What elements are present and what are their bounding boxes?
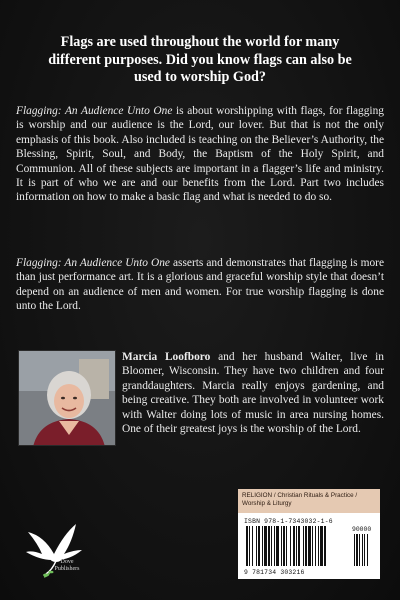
barcode-bar bbox=[268, 526, 270, 566]
bisac-category: RELIGION / Christian Rituals & Practice / Worship & Liturgy bbox=[238, 489, 380, 513]
barcode-bar bbox=[320, 526, 323, 566]
barcode-addon-bar bbox=[359, 534, 360, 566]
barcode-bar bbox=[312, 526, 313, 566]
barcode-bar bbox=[256, 526, 257, 566]
author-photo bbox=[18, 350, 116, 446]
headline-line: Flags are used throughout the world for many bbox=[60, 34, 340, 50]
publisher-sub-text: Publishers bbox=[54, 565, 80, 572]
paragraph-text: is about worshipping with flags, for flagging is worship and our audience is the Lord, our lover. But that is not the only emphasis of this book. Also included is teaching on the Believer’s Authority, the Blessing, Spirit, Soul, and Body, the Baptism of the Holy Spirit, and Communion. All of these subjects are important in a flagger’s life and ministry. It is part of who we are and our benefits from the Lord. Part two includes information on how to make a basic flag and what is needed to do so. bbox=[16, 105, 384, 204]
barcode-bar bbox=[324, 526, 326, 566]
headline-line: used to worship God? bbox=[133, 69, 267, 85]
barcode-bar bbox=[264, 526, 267, 566]
barcode-number: 9 781734 303216 bbox=[244, 569, 305, 576]
barcode-bar bbox=[271, 526, 272, 566]
barcode-bar bbox=[318, 526, 319, 566]
book-title: Flagging: An Audience Unto One bbox=[16, 105, 173, 117]
price-addon-text: 90000 bbox=[352, 526, 372, 533]
barcode-addon-bar bbox=[354, 534, 355, 566]
headline-line: different purposes. Did you know flags can also be bbox=[48, 51, 352, 68]
barcode-addon-bar bbox=[356, 534, 358, 566]
book-title: Flagging: An Audience Unto One bbox=[16, 257, 170, 269]
barcode-bar bbox=[305, 526, 307, 566]
barcode-bar bbox=[303, 526, 304, 566]
headline bbox=[30, 34, 370, 87]
barcode-bars bbox=[244, 526, 374, 568]
barcode-bar bbox=[274, 526, 275, 566]
barcode-bar bbox=[249, 526, 250, 566]
barcode-bar bbox=[286, 526, 287, 566]
publisher-name bbox=[52, 559, 82, 572]
description-paragraph-2 bbox=[16, 256, 384, 314]
barcode-bar bbox=[283, 526, 285, 566]
barcode-addon-bar bbox=[362, 534, 363, 566]
bio-text: and her husband Walter, live in Bloomer, Wisconsin. They have two children and four granddaughters. Marcia really enjoys gardening, and being creative. They both are involved in volunteer work with Walter doing lots of music in area nursing homes. One of their greatest joys is the worship of the Lord. bbox=[122, 351, 384, 436]
barcode-bar bbox=[276, 526, 279, 566]
barcode-bar bbox=[293, 526, 295, 566]
barcode-bar bbox=[315, 526, 316, 566]
publisher-logo bbox=[24, 514, 90, 584]
barcode-bar bbox=[258, 526, 260, 566]
publisher-name-text: Dove bbox=[60, 559, 74, 565]
barcode bbox=[238, 489, 380, 579]
barcode-bar bbox=[290, 526, 291, 566]
barcode-addon-bar bbox=[367, 534, 368, 566]
barcode-addon-bar bbox=[364, 534, 365, 566]
barcode-bar bbox=[252, 526, 253, 566]
isbn-text: ISBN 978-1-7343032-1-6 bbox=[244, 518, 333, 525]
author-bio bbox=[122, 350, 384, 436]
author-name: Marcia Loofboro bbox=[122, 351, 211, 363]
barcode-bar bbox=[296, 526, 297, 566]
barcode-bar bbox=[281, 526, 282, 566]
barcode-bar bbox=[262, 526, 263, 566]
barcode-bar bbox=[308, 526, 311, 566]
paragraph-text: asserts and demonstrates that flagging is more than just performance art. It is a glorious and graceful worship style that doesn’t depend on an audience of men and women. For true worship flagging is done unto the Lord. bbox=[16, 257, 385, 313]
barcode-bar bbox=[298, 526, 300, 566]
description-paragraph-1 bbox=[16, 104, 384, 205]
barcode-bar bbox=[246, 526, 248, 566]
